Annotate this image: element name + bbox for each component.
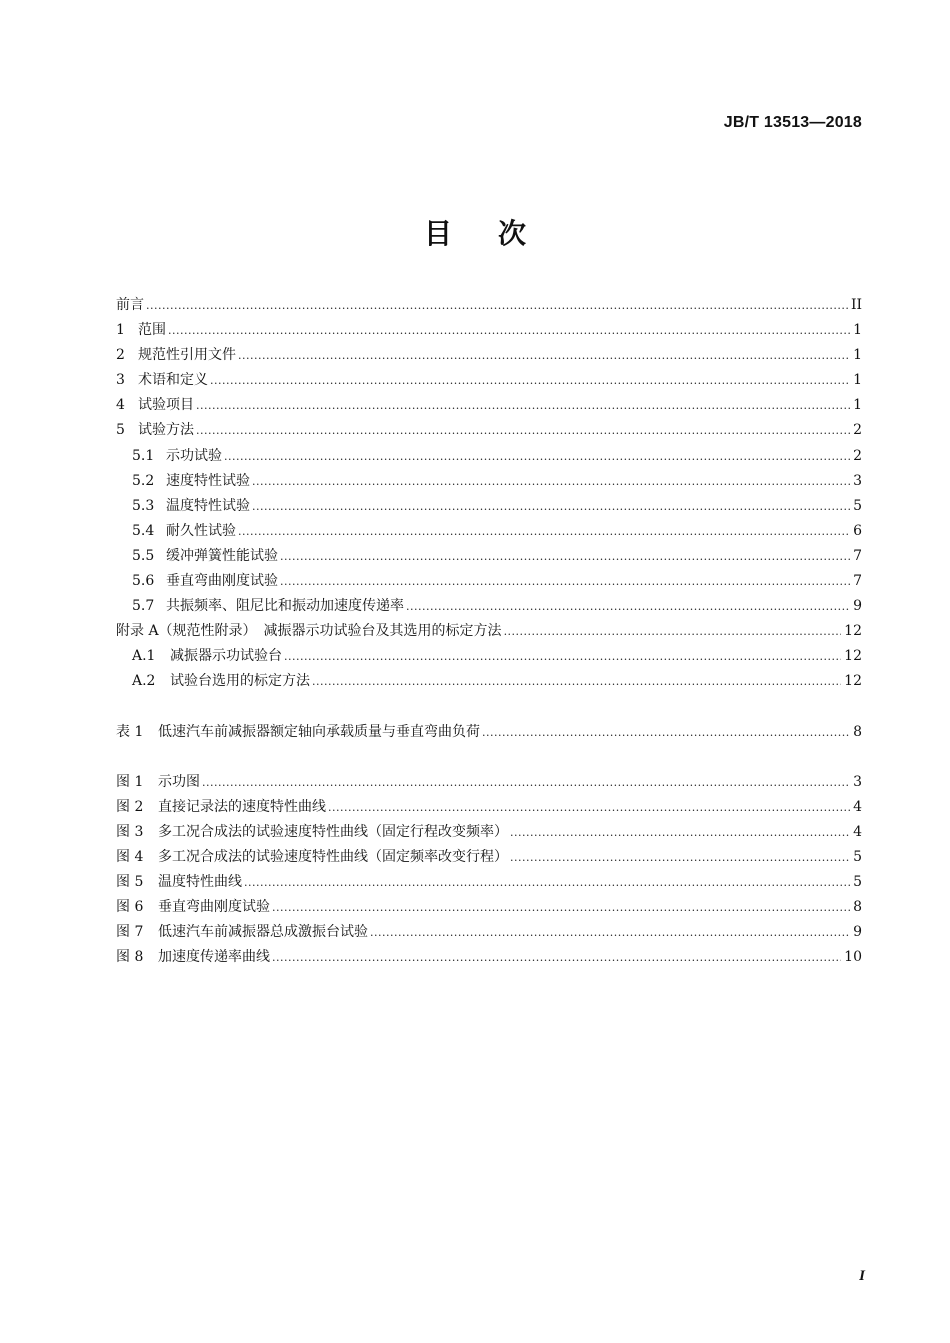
toc-entry-page: 7 bbox=[853, 573, 862, 590]
toc-entry-number: A.2 bbox=[132, 673, 156, 690]
toc-entry-label: 缓冲弹簧性能试验 bbox=[166, 547, 278, 564]
toc-entry-label: 规范性引用文件 bbox=[138, 347, 236, 364]
toc-entry-label: 低速汽车前减振器总成激振台试验 bbox=[158, 924, 368, 941]
dot-leader bbox=[272, 945, 841, 970]
toc-entry-number: A.1 bbox=[132, 648, 156, 665]
toc-entry-number: 5.4 bbox=[132, 522, 155, 539]
dot-leader bbox=[280, 544, 850, 569]
toc-entry-number: 5.2 bbox=[132, 472, 155, 489]
toc-entry-page: 2 bbox=[853, 447, 862, 464]
toc-entry-number: 图 8 bbox=[116, 949, 144, 966]
toc-entry[interactable] bbox=[116, 870, 862, 895]
toc-entry-page: 7 bbox=[853, 547, 862, 564]
toc-entry-label: 试验项目 bbox=[138, 397, 194, 414]
toc-entry[interactable] bbox=[116, 444, 862, 469]
toc-entry[interactable] bbox=[116, 795, 862, 820]
toc-entry[interactable] bbox=[116, 669, 862, 694]
toc-entry-page: 8 bbox=[853, 723, 862, 740]
dot-leader bbox=[202, 770, 850, 795]
toc-entry-page: 4 bbox=[853, 823, 862, 840]
table-of-contents bbox=[116, 293, 862, 970]
toc-main-section bbox=[116, 293, 862, 695]
toc-entry-label: 速度特性试验 bbox=[166, 472, 250, 489]
toc-entry-number: 图 3 bbox=[116, 823, 144, 840]
toc-entry-page: 12 bbox=[844, 623, 862, 640]
toc-entry-page: 5 bbox=[853, 497, 862, 514]
toc-entry-label: 试验方法 bbox=[138, 422, 194, 439]
toc-entry-label: 温度特性曲线 bbox=[158, 873, 242, 890]
toc-entry-page: 9 bbox=[853, 924, 862, 941]
toc-entry[interactable] bbox=[116, 644, 862, 669]
toc-entry[interactable] bbox=[116, 945, 862, 970]
dot-leader bbox=[510, 845, 850, 870]
toc-entry-label: 垂直弯曲刚度试验 bbox=[158, 899, 270, 916]
toc-entry[interactable] bbox=[116, 293, 862, 318]
dot-leader bbox=[370, 920, 850, 945]
dot-leader bbox=[146, 293, 848, 318]
toc-entry-number: 2 bbox=[116, 347, 125, 364]
dot-leader bbox=[280, 569, 850, 594]
toc-entry-number: 图 4 bbox=[116, 848, 144, 865]
toc-entry-page: 5 bbox=[853, 848, 862, 865]
toc-entry[interactable] bbox=[116, 569, 862, 594]
toc-entry-label: 示功图 bbox=[158, 773, 200, 790]
toc-entry-label: 试验台选用的标定方法 bbox=[170, 673, 310, 690]
toc-entry-number: 表 1 bbox=[116, 723, 144, 740]
standard-code: JB/T 13513—2018 bbox=[723, 114, 862, 131]
toc-entry-number: 图 6 bbox=[116, 899, 144, 916]
toc-entry-label: 垂直弯曲刚度试验 bbox=[166, 573, 278, 590]
dot-leader bbox=[252, 494, 850, 519]
dot-leader bbox=[224, 444, 850, 469]
toc-entry-label: 前言 bbox=[116, 297, 144, 313]
toc-entry-label: 示功试验 bbox=[166, 447, 222, 464]
toc-entry-page: 12 bbox=[844, 673, 862, 690]
toc-entry[interactable] bbox=[116, 544, 862, 569]
toc-entry[interactable] bbox=[116, 920, 862, 945]
dot-leader bbox=[504, 619, 842, 644]
page-number: I bbox=[859, 1268, 865, 1284]
dot-leader bbox=[196, 393, 850, 418]
toc-entry-page: 12 bbox=[844, 648, 862, 665]
section-gap bbox=[116, 695, 862, 720]
toc-entry[interactable] bbox=[116, 895, 862, 920]
toc-entry-label: 温度特性试验 bbox=[166, 497, 250, 514]
toc-entry[interactable] bbox=[116, 594, 862, 619]
toc-entry-page: 1 bbox=[853, 347, 862, 364]
toc-entry-page: 3 bbox=[853, 773, 862, 790]
toc-entry[interactable] bbox=[116, 845, 862, 870]
dot-leader bbox=[238, 519, 850, 544]
dot-leader bbox=[196, 418, 850, 443]
toc-entry-number: 5.6 bbox=[132, 573, 155, 590]
toc-entry-page: 2 bbox=[853, 422, 862, 439]
toc-entry[interactable] bbox=[116, 720, 862, 745]
toc-entry-number: 5.5 bbox=[132, 547, 155, 564]
toc-entry-page: 10 bbox=[844, 949, 862, 966]
dot-leader bbox=[510, 820, 850, 845]
toc-entry[interactable] bbox=[116, 770, 862, 795]
dot-leader bbox=[238, 343, 850, 368]
toc-entry-label: 减振器示功试验台 bbox=[170, 648, 282, 665]
dot-leader bbox=[168, 318, 850, 343]
toc-entry[interactable] bbox=[116, 519, 862, 544]
toc-tables-section bbox=[116, 720, 862, 745]
toc-entry-page: 1 bbox=[853, 322, 862, 339]
toc-entry-label: 范围 bbox=[138, 322, 166, 339]
dot-leader bbox=[272, 895, 850, 920]
toc-entry[interactable] bbox=[116, 820, 862, 845]
toc-entry-page: 8 bbox=[853, 899, 862, 916]
toc-entry-number: 5.1 bbox=[132, 447, 155, 464]
toc-entry-label: 直接记录法的速度特性曲线 bbox=[158, 798, 326, 815]
toc-entry[interactable] bbox=[116, 494, 862, 519]
toc-entry-page: 3 bbox=[853, 472, 862, 489]
toc-entry-page: 4 bbox=[853, 798, 862, 815]
dot-leader bbox=[284, 644, 841, 669]
section-gap bbox=[116, 745, 862, 770]
toc-entry-label: 多工况合成法的试验速度特性曲线（固定行程改变频率） bbox=[158, 823, 508, 840]
dot-leader bbox=[252, 469, 850, 494]
page-title: 目次 bbox=[423, 217, 572, 250]
dot-leader bbox=[482, 720, 850, 745]
toc-entry-number: 图 7 bbox=[116, 924, 144, 941]
toc-entry[interactable] bbox=[116, 343, 862, 368]
toc-entry-number: 5.3 bbox=[132, 497, 155, 514]
toc-entry-number: 图 5 bbox=[116, 873, 144, 890]
toc-entry-page: 1 bbox=[853, 372, 862, 389]
dot-leader bbox=[244, 870, 850, 895]
toc-entry[interactable] bbox=[116, 418, 862, 443]
toc-entry-label: 术语和定义 bbox=[138, 372, 208, 389]
dot-leader bbox=[312, 669, 841, 694]
toc-entry[interactable] bbox=[116, 318, 862, 343]
dot-leader bbox=[406, 594, 850, 619]
dot-leader bbox=[210, 368, 850, 393]
toc-entry-number: 5 bbox=[116, 422, 125, 439]
toc-entry[interactable] bbox=[116, 393, 862, 418]
toc-entry-page: 9 bbox=[853, 598, 862, 615]
toc-entry[interactable] bbox=[116, 469, 862, 494]
toc-entry-number: 4 bbox=[116, 397, 125, 414]
toc-entry-label: 加速度传递率曲线 bbox=[158, 949, 270, 966]
toc-entry-label: 附录 A（规范性附录） 减振器示功试验台及其选用的标定方法 bbox=[116, 623, 502, 640]
toc-entry[interactable] bbox=[116, 368, 862, 393]
toc-entry-number: 图 2 bbox=[116, 798, 144, 815]
toc-entry-label: 低速汽车前减振器额定轴向承载质量与垂直弯曲负荷 bbox=[158, 723, 480, 740]
toc-entry-number: 图 1 bbox=[116, 773, 144, 790]
toc-entry-label: 多工况合成法的试验速度特性曲线（固定频率改变行程） bbox=[158, 848, 508, 865]
toc-entry-number: 1 bbox=[116, 322, 125, 339]
toc-entry-label: 耐久性试验 bbox=[166, 522, 236, 539]
toc-entry-page: 6 bbox=[853, 522, 862, 539]
toc-entry-page: II bbox=[850, 297, 862, 313]
toc-entry[interactable] bbox=[116, 619, 862, 644]
toc-entry-number: 5.7 bbox=[132, 598, 155, 615]
toc-entry-page: 1 bbox=[853, 397, 862, 414]
toc-entry-number: 3 bbox=[116, 372, 125, 389]
toc-entry-label: 共振频率、阻尼比和振动加速度传递率 bbox=[166, 598, 404, 615]
dot-leader bbox=[328, 795, 850, 820]
toc-figures-section bbox=[116, 770, 862, 971]
toc-entry-page: 5 bbox=[853, 873, 862, 890]
